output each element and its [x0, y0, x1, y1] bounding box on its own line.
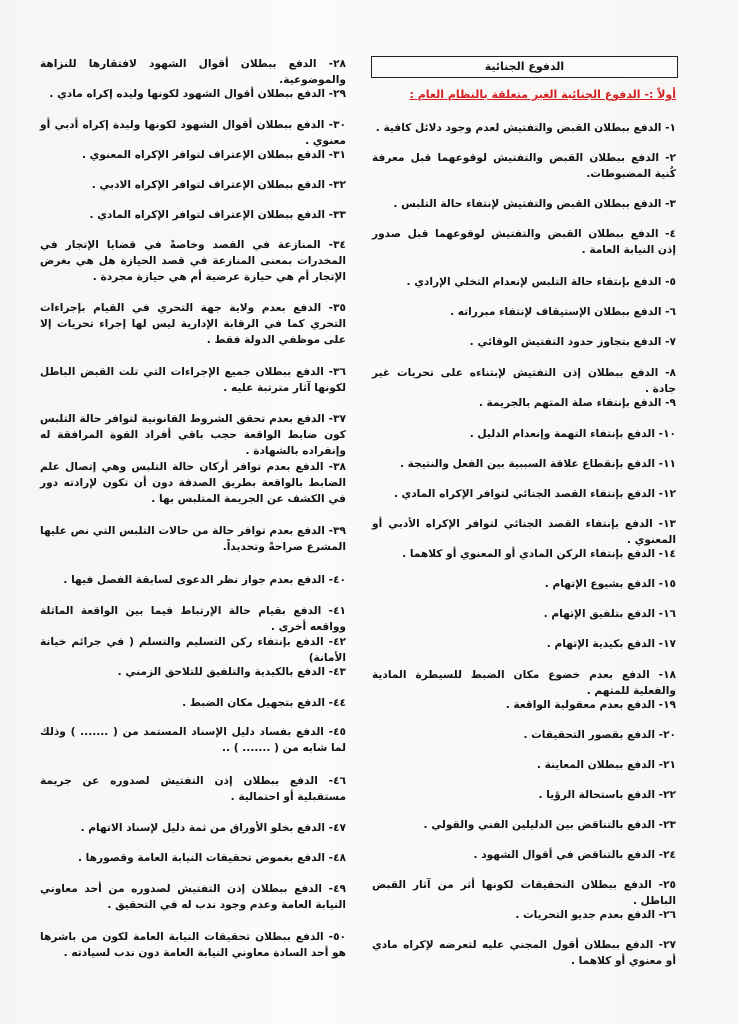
list-item: ٦- الدفع ببطلان الإستيقاف لإنتفاء مبرراته .: [450, 306, 676, 318]
list-item: ٤٨- الدفع بغموض تحقيقات النيابة العامة وقصورها .: [77, 852, 346, 864]
list-item: ٣٠- الدفع ببطلان أقوال الشهود لكونها وليدة إكراه أدبي أو معنوي .: [40, 119, 346, 147]
list-item: ٤٤- الدفع بتجهيل مكان الضبط .: [182, 697, 346, 709]
list-item: ٣٥- الدفع بعدم ولاية جهة التحري في القيام بإجراءات التحري كما في الرقابة الإدارية ليس لها إجراء تحريات إلا على موظفي الدولة فقط .: [40, 302, 346, 346]
list-item: ٣٣- الدفع ببطلان الإعتراف لتوافر الإكراه المادي .: [89, 209, 346, 221]
list-item: ٤- الدفع ببطلان القبض والتفتيش لوقوعهما قبل صدور إذن النيابة العامة .: [372, 228, 676, 256]
list-item: ٢١- الدفع ببطلان المعاينة .: [536, 759, 676, 771]
list-item: ٣٩- الدفع بعدم توافر حالة من حالات التلبس التي نص عليها المشرع صراحةً وتحديداً.: [40, 525, 346, 553]
list-item: ١٧- الدفع بكيدية الإتهام .: [546, 638, 676, 650]
list-item: ٤٥- الدفع بفساد دليل الإسناد المستمد من ( ....... ) وذلك لما شابه من ( ....... ) ..: [40, 726, 346, 754]
list-item: ٥٠- الدفع ببطلان تحقيقات النيابة العامة لكون من باشرها هو أحد السادة معاوني النيابة العامة دون ندب لسيادته .: [40, 931, 346, 959]
list-item: ٤٩- الدفع ببطلان إذن التفتيش لصدوره من أحد معاوني النيابة العامة وعدم وجود ندب له في التحقيق .: [40, 883, 346, 911]
list-item: ٤١- الدفع بقيام حالة الإرتباط فيما بين الواقعة الماثلة وواقعه أخرى .: [40, 605, 346, 633]
list-item: ٤٠- الدفع بعدم جواز نظر الدعوى لسابقة الفصل فيها .: [63, 574, 346, 586]
list-item: ٥- الدفع بإنتفاء حالة التلبس لإنعدام التخلي الإرادي .: [406, 276, 676, 288]
list-item: ٢٨- الدفع ببطلان أقوال الشهود لافتقارها للنزاهة والموضوعية.: [40, 58, 346, 86]
list-item: ١٩- الدفع بعدم معقولية الواقعة .: [505, 699, 676, 711]
list-item: ٩- الدفع بإنتفاء صلة المتهم بالجريمة .: [478, 397, 676, 409]
list-item: ٢- الدفع ببطلان القبض والتفتيش لوقوعهما قبل معرفة كُنية المضبوطات.: [372, 152, 676, 180]
list-item: ١٨- الدفع بعدم خضوع مكان الضبط للسيطرة المادية والفعلية للمتهم .: [372, 669, 676, 697]
list-item: ٧- الدفع بتجاوز حدود التفتيش الوقائي .: [469, 336, 676, 348]
list-item: ١٠- الدفع بإنتفاء التهمة وإنعدام الدليل .: [469, 428, 676, 440]
list-item: ٨- الدفع ببطلان إذن التفتيش لإبتناءه على تحريات غير جادة .: [372, 367, 676, 395]
list-item: ١٦- الدفع بتلفيق الإتهام .: [543, 608, 676, 620]
list-item: ٤٦- الدفع ببطلان إذن التفتيش لصدوره عن جريمة مستقبلية أو احتمالية .: [40, 775, 346, 803]
list-item: ١٤- الدفع بإنتفاء الركن المادي أو المعنوي أو كلاهما .: [402, 548, 676, 560]
list-item: ٤٣- الدفع بالكيدية والتلفيق للتلاحق الزمني .: [117, 666, 346, 678]
list-item: ٣٧- الدفع بعدم تحقق الشروط القانونية لتوافر حالة التلبس كون ضابط الواقعة حجب باقي أفراد القوة المرافقة له وإنفراده بالشهادة .: [40, 413, 346, 457]
list-item: ٢٦- الدفع بعدم جديو التحريات .: [515, 909, 676, 921]
list-item: ٢٣- الدفع بالتناقض بين الدليلين الفني والقولي .: [423, 819, 676, 831]
list-item: ٣٨- الدفع بعدم توافر أركان حالة التلبس وهي إتصال علم الضابط بالواقعة بطريق الصدفة دون أن تكون لإرادته دور في الكشف عن الجريمة المتلبس بها .: [40, 461, 346, 505]
list-item: ٤٢- الدفع بإنتفاء ركن التسليم والتسلم ( في جرائم خيانة الأمانة): [40, 636, 346, 664]
list-item: ٢٤- الدفع بالتناقض في أقوال الشهود .: [473, 849, 676, 861]
list-item: ١١- الدفع بإنقطاع علاقة السببية بين الفعل والنتيجة .: [399, 458, 676, 470]
list-item: ١- الدفع ببطلان القبض والتفتيش لعدم وجود دلائل كافية .: [375, 122, 676, 134]
list-item: ٣٤- المنازعة في القصد وخاصةً في قضايا الإتجار في المخدرات بمعنى المنازعة في قصد الحيازة هل هي بغرض الإتجار أم هي حيازة عرضية أم هي حيازة مجردة .: [40, 239, 346, 283]
list-item: ١٢- الدفع بإنتفاء القصد الجنائي لتوافر الإكراه المادي .: [393, 488, 676, 500]
list-item: ٣- الدفع ببطلان القبض والتفتيش لإنتفاء حالة التلبس .: [393, 198, 676, 210]
list-item: ٣١- الدفع ببطلان الإعتراف لتوافر الإكراه المعنوي .: [81, 149, 346, 161]
list-item: ٢٢- الدفع باستحالة الرؤيا .: [538, 789, 676, 801]
list-item: ٣٢- الدفع ببطلان الإعتراف لتوافر الإكراه الادبي .: [91, 179, 346, 191]
list-item: ٢٥- الدفع ببطلان التحقيقات لكونها أثر من آثار القبض الباطل .: [372, 879, 676, 907]
list-item: ٢٠- الدفع بقصور التحقيقات .: [523, 729, 676, 741]
section-title: الدفوع الجنائية: [371, 56, 678, 78]
section-subtitle: أولاً :- الدفوع الجنائية الغير متعلقة بالنظام العام :: [409, 88, 676, 101]
list-item: ٢٩- الدفع ببطلان أقوال الشهود لكونها وليده إكراه مادي .: [49, 88, 346, 100]
list-item: ١٣- الدفع بإنتفاء القصد الجنائي لتوافر الإكراه الأدبي أو المعنوي .: [372, 518, 676, 546]
list-item: ١٥- الدفع بشيوع الإتهام .: [544, 578, 676, 590]
list-item: ٤٧- الدفع بخلو الأوراق من ثمة دليل لإسناد الاتهام .: [80, 822, 346, 834]
list-item: ٣٦- الدفع ببطلان جميع الإجراءات التي تلت القبض الباطل لكونها آثار مترتبة عليه .: [40, 366, 346, 394]
list-item: ٢٧- الدفع ببطلان أقول المجني عليه لتعرضه لإكراه مادي أو معنوي أو كلاهما .: [372, 939, 676, 967]
